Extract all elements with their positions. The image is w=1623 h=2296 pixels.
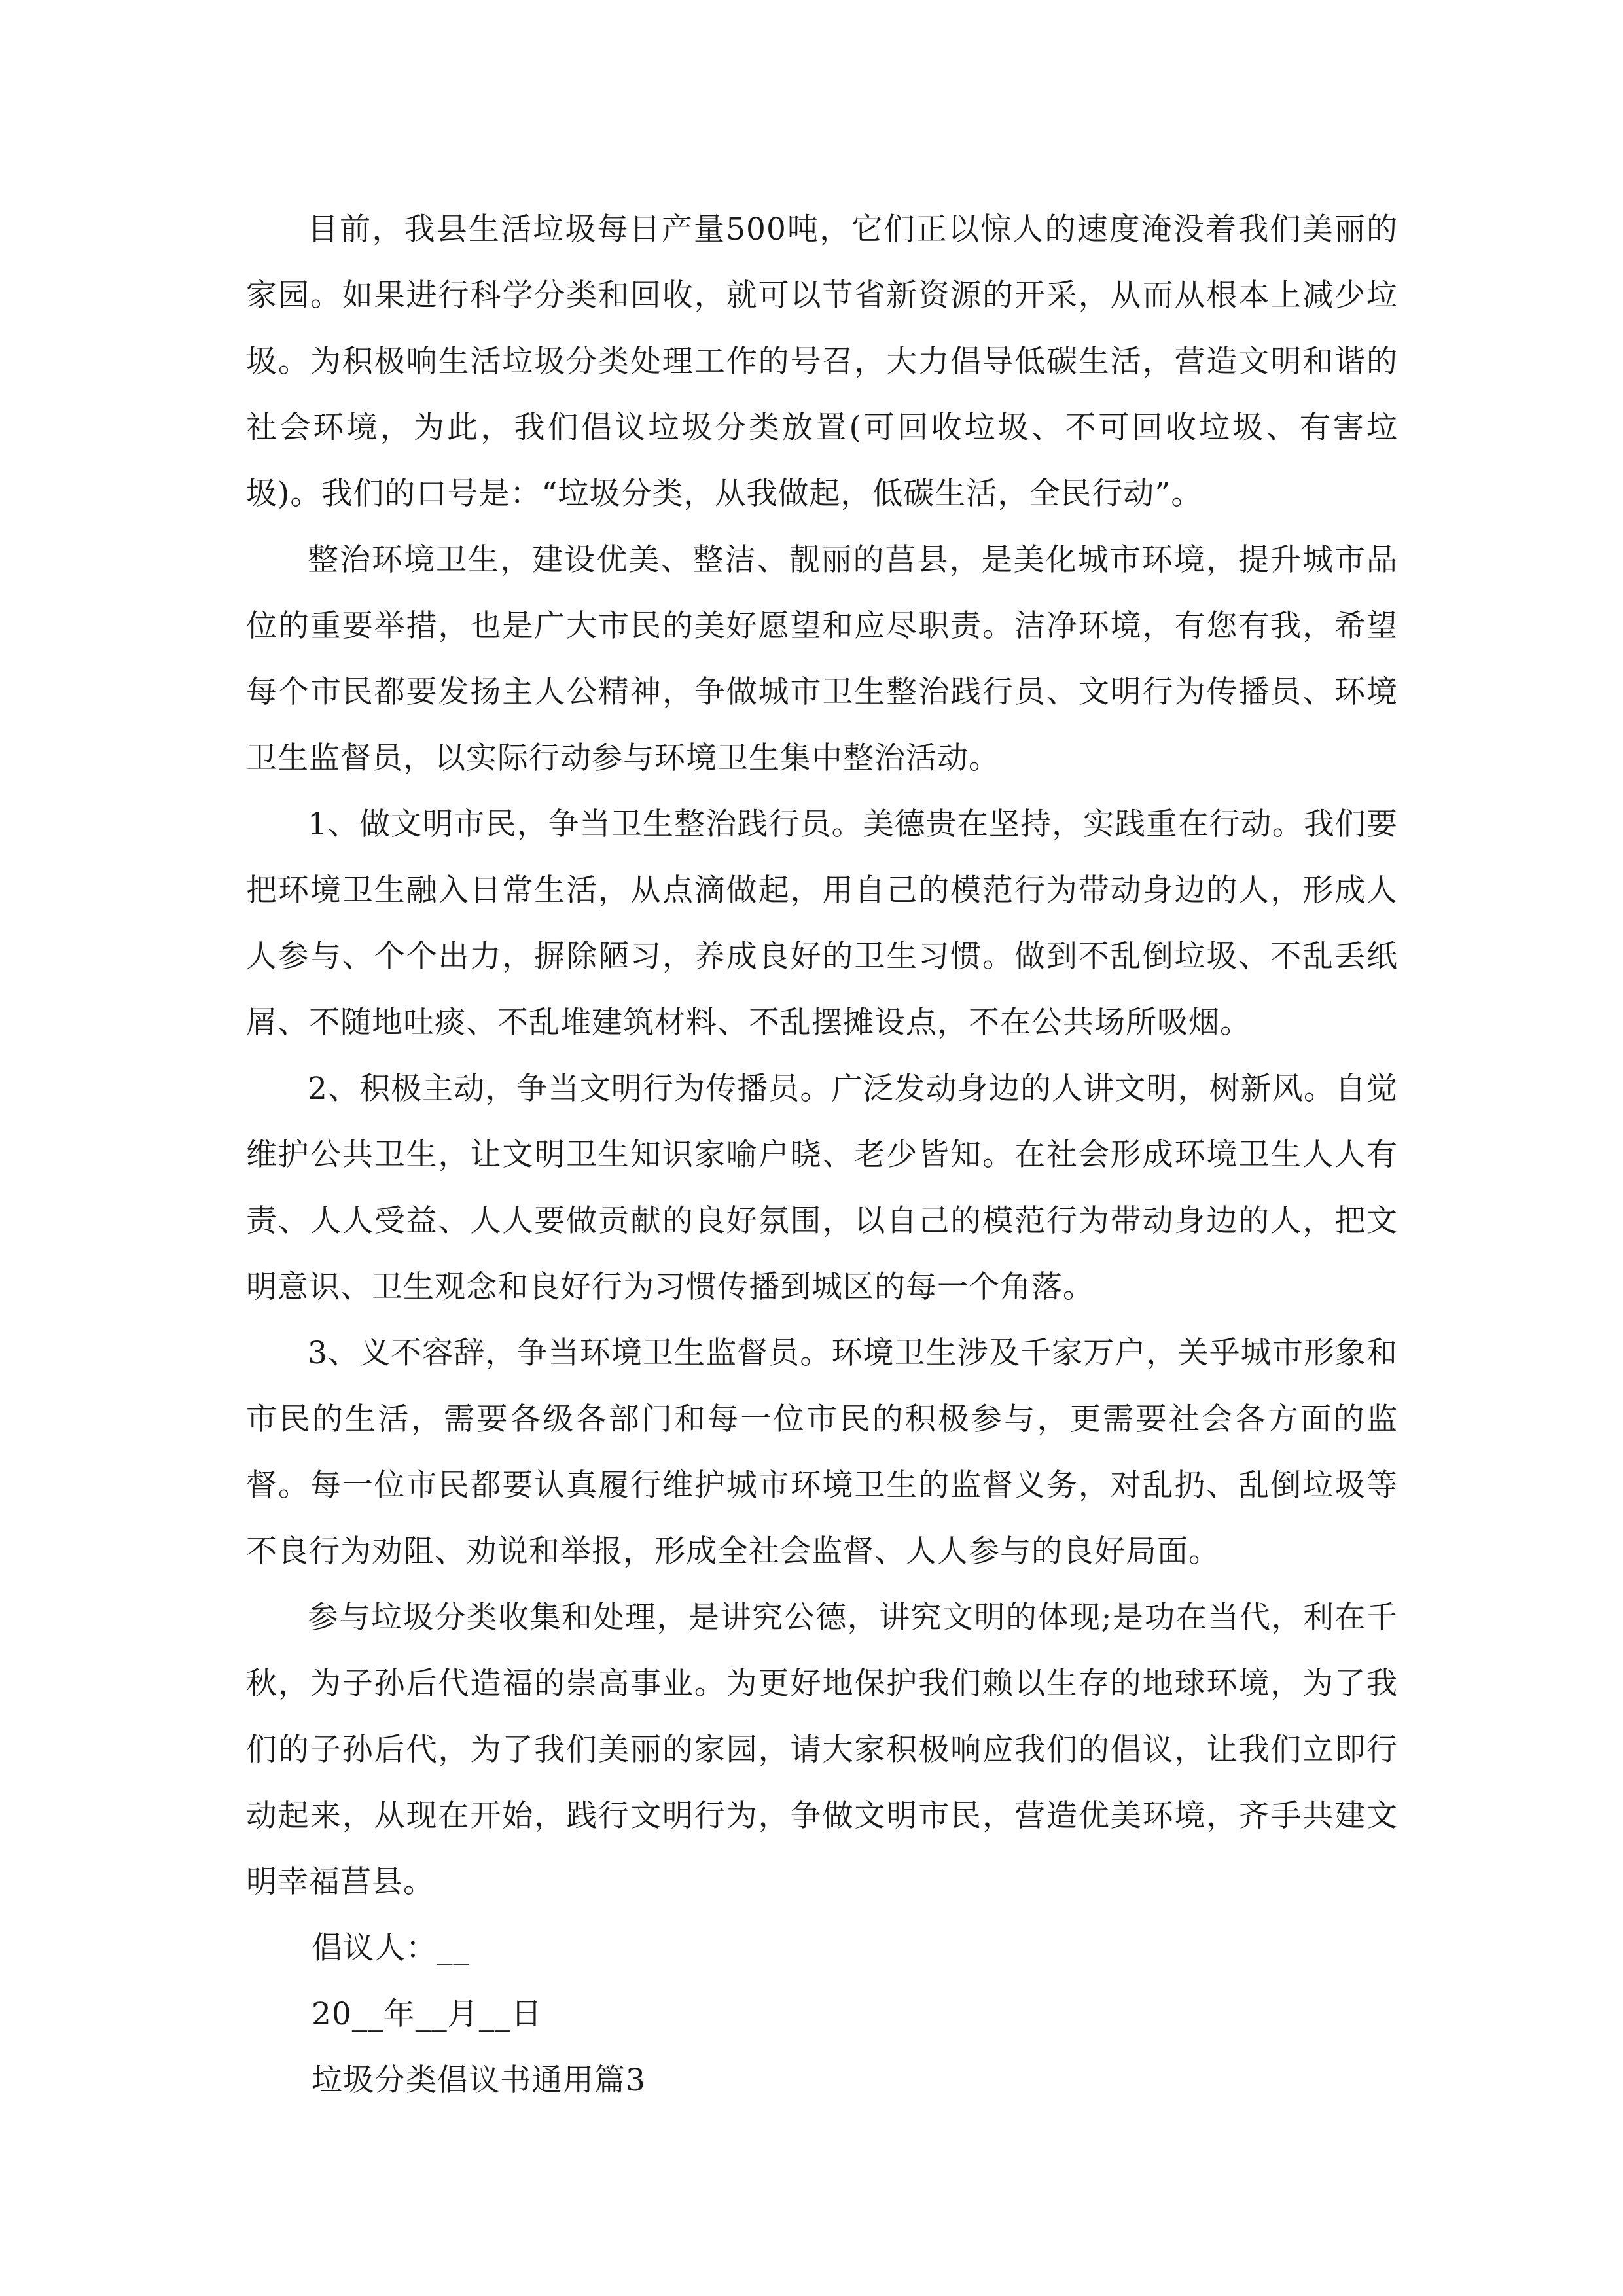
date-line: 20__年__月__日 xyxy=(312,1996,543,2032)
next-section-heading: 垃圾分类倡议书通用篇3 xyxy=(312,2062,646,2098)
paragraph-item-3: 3、义不容辞，争当环境卫生监督员。环境卫生涉及千家万户，关乎城市形象和市民的生活，需要各级各部门和每一位市民的积极参与，更需要社会各方面的监督。每一位市民都要认真履行维护城市环境卫生的监督义务，对乱扔、乱倒垃圾等不良行为劝阻、劝说和举报，形成全社会监督、人人参与的良好局面。 xyxy=(246,1335,1398,1570)
paragraph-environment: 整治环境卫生，建设优美、整洁、靓丽的莒县，是美化城市环境，提升城市品位的重要举措，也是广大市民的美好愿望和应尽职责。洁净环境，有您有我，希望每个市民都要发扬主人公精神，争做城市卫生整治践行员、文明行为传播员、环境卫生监督员，以实际行动参与环境卫生集中整治活动。 xyxy=(246,542,1398,776)
paragraph-item-1: 1、做文明市民，争当卫生整治践行员。美德贵在坚持，实践重在行动。我们要把环境卫生融入日常生活，从点滴做起，用自己的模范行为带动身边的人，形成人人参与、个个出力，摒除陋习，养成良好的卫生习惯。做到不乱倒垃圾、不乱丢纸屑、不随地吐痰、不乱堆建筑材料、不乱摆摊设点，不在公共场所吸烟。 xyxy=(246,806,1398,1041)
document-body xyxy=(246,196,1398,2113)
paragraph-item-2: 2、积极主动，争当文明行为传播员。广泛发动身边的人讲文明，树新风。自觉维护公共卫生，让文明卫生知识家喻户晓、老少皆知。在社会形成环境卫生人人有责、人人受益、人人要做贡献的良好氛围，以自己的模范行为带动身边的人，把文明意识、卫生观念和良好行为习惯传播到城区的每一个角落。 xyxy=(246,1071,1398,1305)
paragraph-conclusion: 参与垃圾分类收集和处理，是讲究公德，讲究文明的体现;是功在当代，利在千秋，为子孙后代造福的崇高事业。为更好地保护我们赖以生存的地球环境，为了我们的子孙后代，为了我们美丽的家园，请大家积极响应我们的倡议，让我们立即行动起来，从现在开始，践行文明行为，争做文明市民，营造优美环境，齐手共建文明幸福莒县。 xyxy=(246,1600,1398,1900)
paragraph-intro: 目前，我县生活垃圾每日产量500吨，它们正以惊人的速度淹没着我们美丽的家园。如果进行科学分类和回收，就可以节省新资源的开采，从而从根本上减少垃圾。为积极响生活垃圾分类处理工作的号召，大力倡导低碳生活，营造文明和谐的社会环境，为此，我们倡议垃圾分类放置(可回收垃圾、不可回收垃圾、有害垃圾)。我们的口号是：“垃圾分类，从我做起，低碳生活，全民行动”。 xyxy=(246,211,1398,512)
signature-line: 倡议人：__ xyxy=(312,1930,469,1966)
